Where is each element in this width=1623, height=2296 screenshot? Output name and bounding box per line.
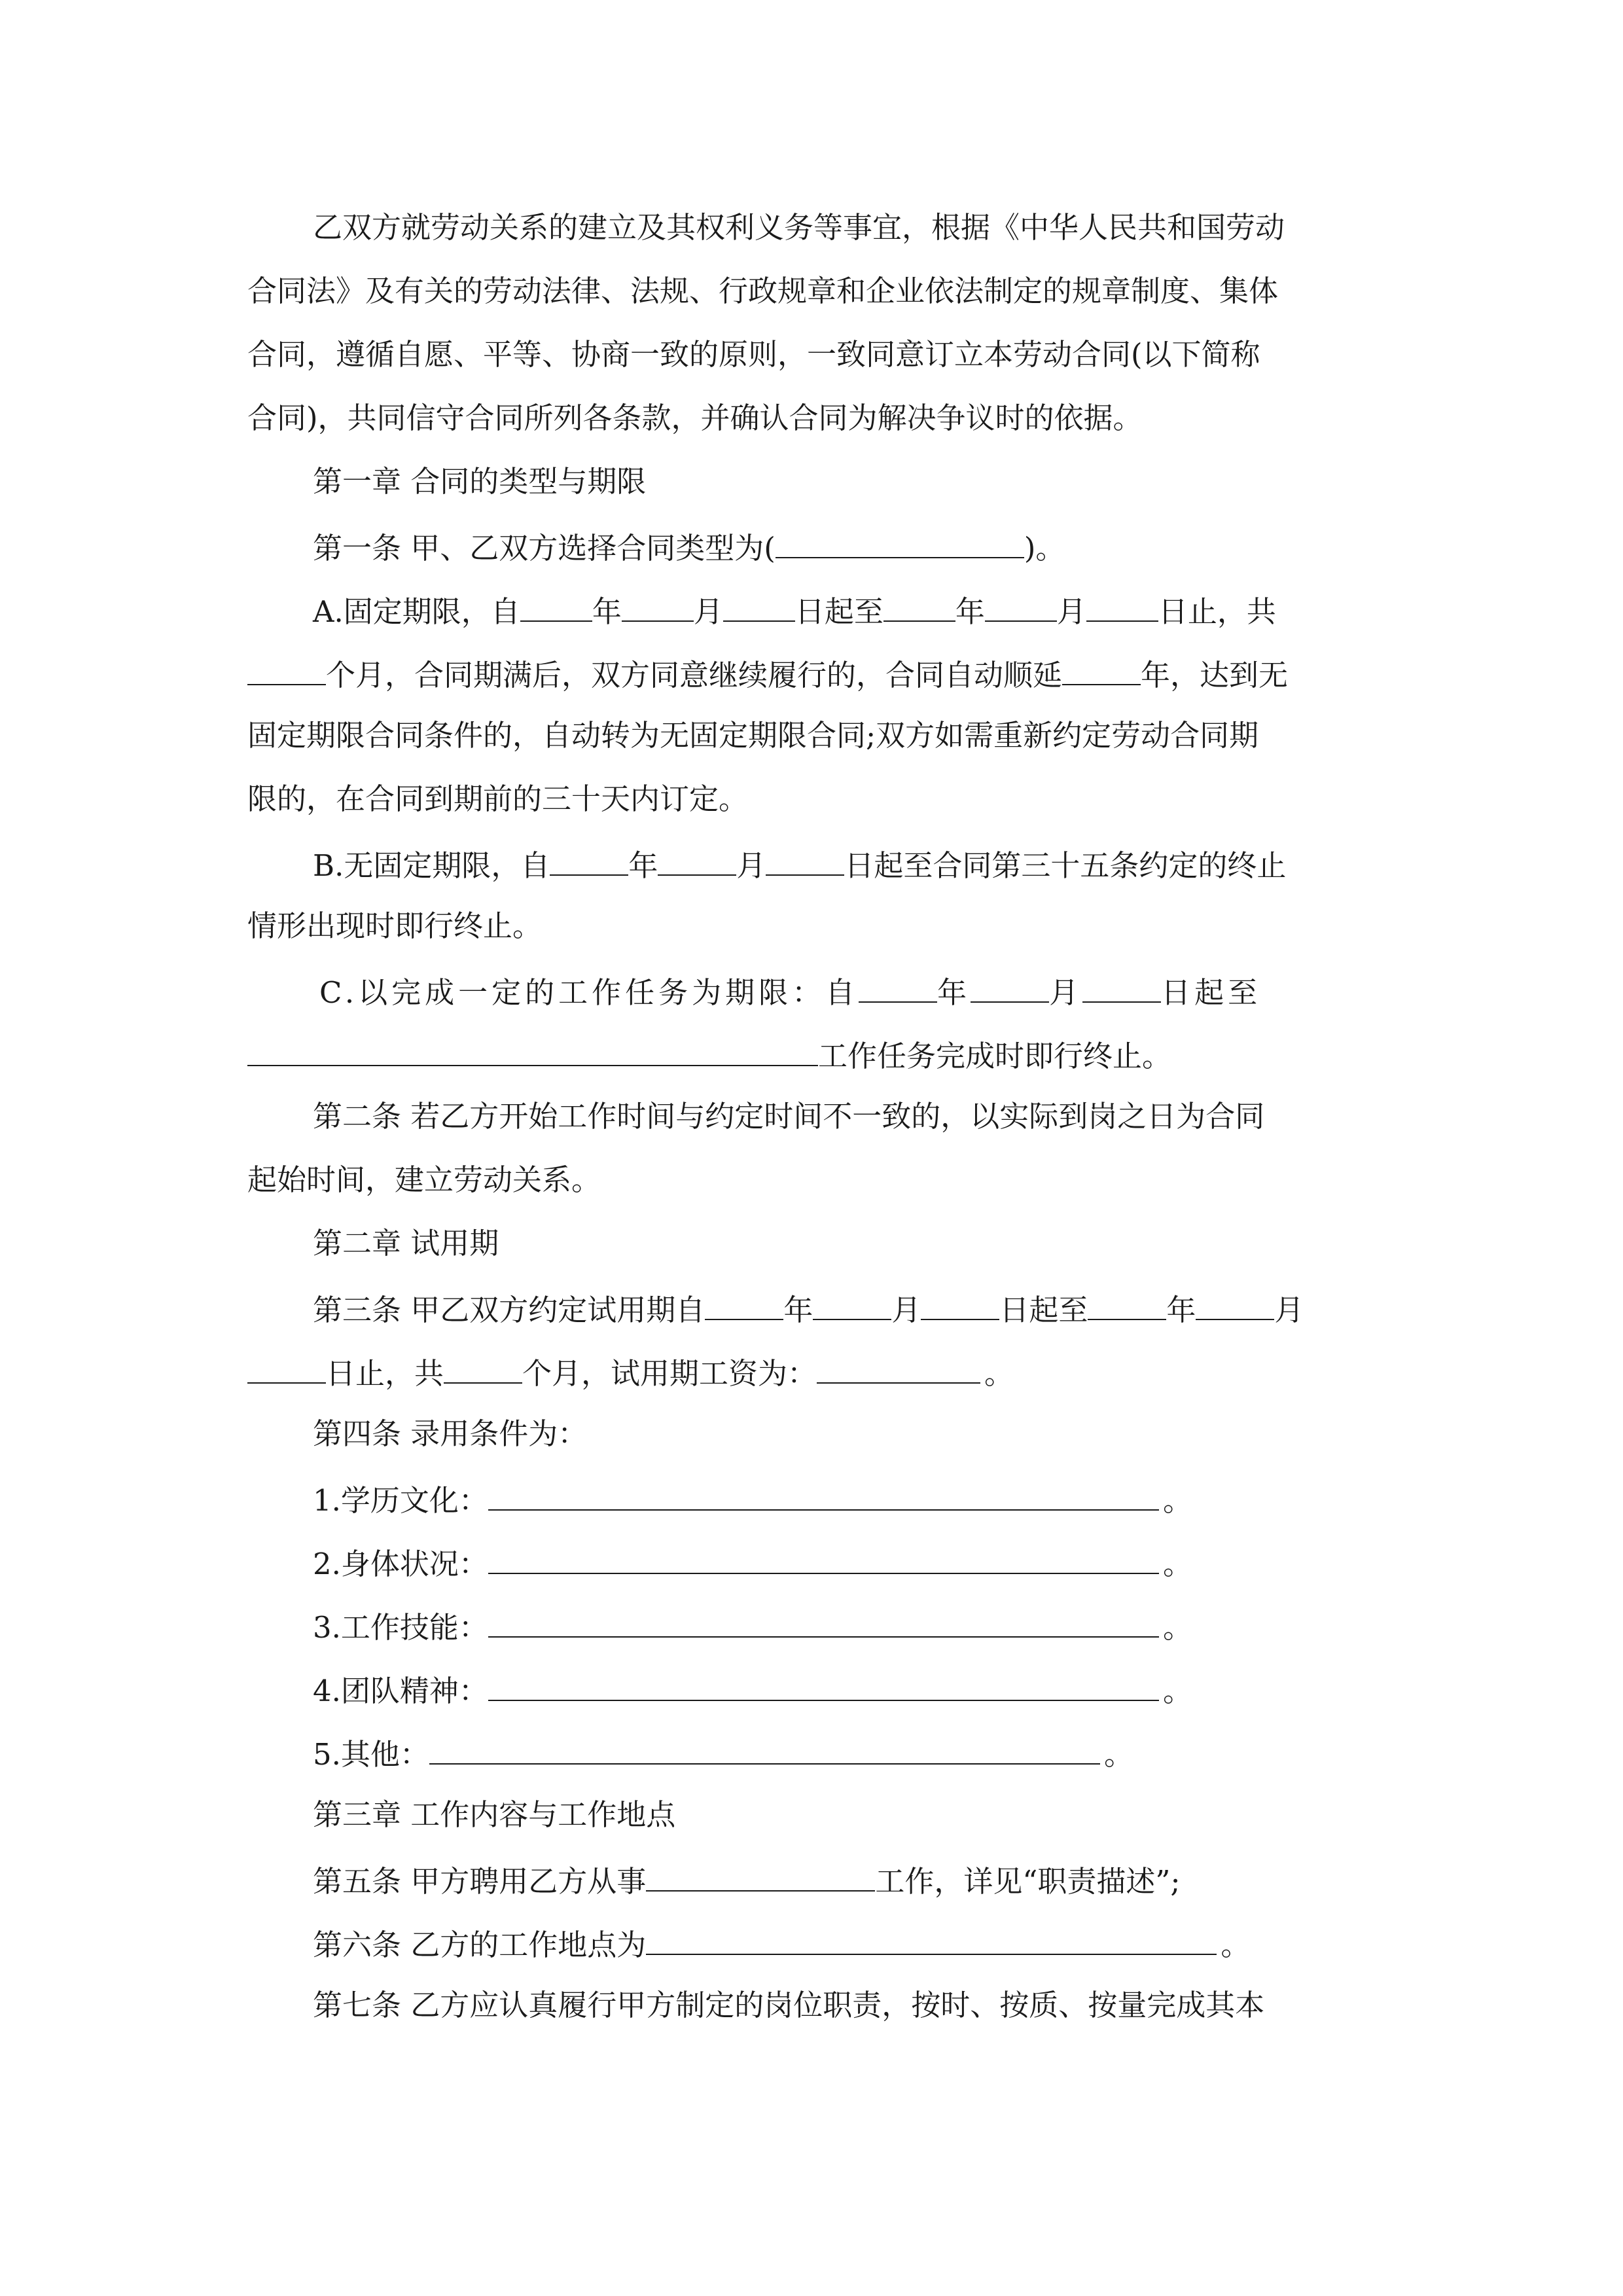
period-mark: 。 <box>1162 1547 1192 1581</box>
month-label: 月 <box>1056 594 1086 629</box>
period-mark: 。 <box>1162 1610 1192 1645</box>
option-a-end-year-blank[interactable] <box>883 588 955 622</box>
article-3-line-1 <box>313 1286 1304 1328</box>
education-blank[interactable] <box>488 1477 1159 1511</box>
month-label: 月 <box>693 594 723 629</box>
requirement-label: 1.学历文化： <box>313 1483 488 1518</box>
option-a-start-day-blank[interactable] <box>723 588 795 622</box>
chapter-2-title: 第二章 试用期 <box>313 1226 499 1261</box>
article-3-line-2 <box>247 1350 1014 1391</box>
article-1-suffix: )。 <box>1024 531 1065 565</box>
option-a-label: A.固定期限，自 <box>313 594 520 629</box>
intro-line-2: 合同法》及有关的劳动法律、法规、行政规章和企业依法制定的规章制度、集体 <box>247 274 1279 308</box>
requirement-label: 4.团队精神： <box>313 1674 488 1708</box>
option-b-line-1 <box>313 842 1286 884</box>
task-complete-text: 工作任务完成时即行终止。 <box>818 1039 1172 1073</box>
option-b-day-blank[interactable] <box>766 842 844 876</box>
article-1 <box>313 524 1065 566</box>
intro-line-1: 乙双方就劳动关系的建立及其权利义务等事宜，根据《中华人民共和国劳动 <box>313 210 1285 245</box>
option-b-label: B.无固定期限，自 <box>313 848 550 883</box>
intro-line-3: 合同，遵循自愿、平等、协商一致的原则，一致同意订立本劳动合同(以下简称 <box>247 337 1260 372</box>
probation-start-day-blank[interactable] <box>921 1286 999 1320</box>
work-location-blank[interactable] <box>646 1921 1217 1955</box>
option-c-line-1 <box>319 969 1261 1011</box>
requirement-label: 5.其他： <box>313 1737 429 1772</box>
option-b-rest: 日起至合同第三十五条约定的终止 <box>844 848 1287 883</box>
start-to-label: 日起至 <box>999 1293 1088 1327</box>
option-b-line-2: 情形出现时即行终止。 <box>247 908 543 943</box>
option-c-year-blank[interactable] <box>859 969 937 1003</box>
year-label: 年 <box>955 594 985 629</box>
month-label: 月 <box>1049 975 1083 1010</box>
option-a-line-1 <box>313 588 1276 630</box>
auto-extend-text: 个月，合同期满后，双方同意继续履行的，合同自动顺延 <box>326 658 1063 692</box>
requirement-item-2 <box>313 1540 1192 1582</box>
other-blank[interactable] <box>429 1731 1100 1765</box>
option-c-line-2 <box>247 1032 1171 1074</box>
year-label: 年 <box>783 1293 813 1327</box>
requirement-item-5 <box>313 1731 1133 1772</box>
article-5-prefix: 第五条 甲方聘用乙方从事 <box>313 1864 647 1899</box>
chapter-3-title: 第三章 工作内容与工作地点 <box>313 1797 676 1832</box>
year-label: 年 <box>592 594 622 629</box>
article-4-title: 第四条 录用条件为： <box>313 1416 588 1451</box>
period-mark: 。 <box>1221 1928 1251 1962</box>
requirement-item-1 <box>313 1477 1192 1518</box>
reach-text: 年，达到无 <box>1141 658 1289 692</box>
year-label: 年 <box>1166 1293 1196 1327</box>
option-b-month-blank[interactable] <box>658 842 736 876</box>
probation-salary-label: 个月，试用期工资为： <box>522 1356 817 1391</box>
teamwork-blank[interactable] <box>488 1667 1159 1701</box>
period-mark: 。 <box>1162 1483 1192 1518</box>
period-mark: 。 <box>1162 1674 1192 1708</box>
probation-start-year-blank[interactable] <box>705 1286 783 1320</box>
month-label: 月 <box>736 848 766 883</box>
end-total-label: 日止，共 <box>1158 594 1276 629</box>
job-title-blank[interactable] <box>646 1857 875 1892</box>
probation-salary-blank[interactable] <box>817 1350 980 1384</box>
article-3-label: 第三条 甲乙双方约定试用期自 <box>313 1293 705 1327</box>
option-c-task-blank[interactable] <box>247 1032 818 1066</box>
requirement-label: 2.身体状况： <box>313 1547 488 1581</box>
article-1-prefix: 第一条 甲、乙双方选择合同类型为( <box>313 531 776 565</box>
option-a-line-2 <box>247 651 1288 693</box>
option-c-label: C.以完成一定的工作任务为期限：自 <box>319 975 859 1010</box>
contract-type-blank[interactable] <box>776 524 1024 558</box>
probation-end-year-blank[interactable] <box>1088 1286 1166 1320</box>
article-6-prefix: 第六条 乙方的工作地点为 <box>313 1928 647 1962</box>
article-6 <box>313 1921 1250 1963</box>
start-to-label: 日起至 <box>794 594 883 629</box>
article-2-line-2: 起始时间，建立劳动关系。 <box>247 1162 601 1197</box>
option-a-start-month-blank[interactable] <box>622 588 694 622</box>
option-c-day-blank[interactable] <box>1082 969 1161 1003</box>
option-a-end-month-blank[interactable] <box>985 588 1057 622</box>
start-to-label: 日起至 <box>1161 975 1262 1010</box>
year-label: 年 <box>628 848 658 883</box>
article-5-suffix: 工作，详见“职责描述”; <box>875 1864 1181 1899</box>
option-a-end-day-blank[interactable] <box>1086 588 1158 622</box>
chapter-1-title: 第一章 合同的类型与期限 <box>313 464 647 499</box>
period-mark: 。 <box>1103 1737 1133 1772</box>
end-total-label: 日止，共 <box>326 1356 444 1391</box>
month-label: 月 <box>891 1293 921 1327</box>
article-2-line-1: 第二条 若乙方开始工作时间与约定时间不一致的，以实际到岗之日为合同 <box>313 1099 1265 1134</box>
month-label: 月 <box>1274 1293 1304 1327</box>
option-c-month-blank[interactable] <box>971 969 1049 1003</box>
probation-end-month-blank[interactable] <box>1196 1286 1274 1320</box>
requirement-item-4 <box>313 1667 1192 1709</box>
option-a-extend-years-blank[interactable] <box>1062 651 1141 685</box>
option-a-line-4: 限的，在合同到期前的三十天内订定。 <box>247 781 749 816</box>
skills-blank[interactable] <box>488 1604 1159 1638</box>
option-a-months-blank[interactable] <box>247 651 326 685</box>
year-label: 年 <box>937 975 971 1010</box>
probation-months-blank[interactable] <box>444 1350 522 1384</box>
probation-start-month-blank[interactable] <box>813 1286 891 1320</box>
health-blank[interactable] <box>488 1540 1159 1574</box>
period-mark: 。 <box>984 1356 1014 1391</box>
article-7-line-1: 第七条 乙方应认真履行甲方制定的岗位职责，按时、按质、按量完成其本 <box>313 1988 1265 2022</box>
probation-end-day-blank[interactable] <box>247 1350 326 1384</box>
article-5 <box>313 1857 1181 1899</box>
option-b-year-blank[interactable] <box>550 842 628 876</box>
requirement-item-3 <box>313 1604 1192 1645</box>
option-a-start-year-blank[interactable] <box>520 588 592 622</box>
option-a-line-3: 固定期限合同条件的，自动转为无固定期限合同;双方如需重新约定劳动合同期 <box>247 718 1259 753</box>
intro-line-4: 合同)，共同信守合同所列各条款，并确认合同为解决争议时的依据。 <box>247 401 1143 435</box>
requirement-label: 3.工作技能： <box>313 1610 488 1645</box>
